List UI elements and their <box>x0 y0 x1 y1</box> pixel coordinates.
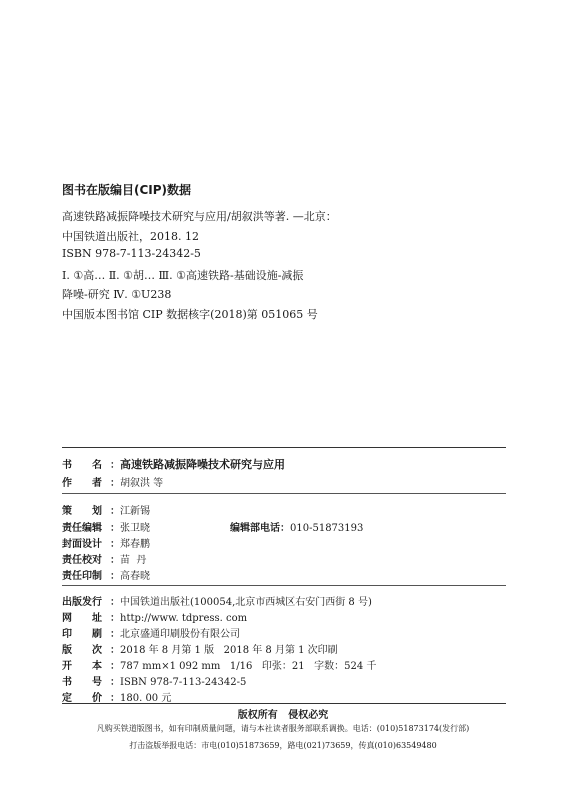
planner-row: 策 划 ：江新锡 <box>62 502 150 517</box>
cip-description-line-1: 高速铁路减振降噪技术研究与应用/胡叙洪等著. —北京： <box>62 210 337 223</box>
cip-isbn: ISBN 978-7-113-24342-5 <box>62 247 201 260</box>
cover-design-row: 封面设计 ：郑春鹏 <box>62 535 150 550</box>
book-title-row: 书 名 ：高速铁路减振降噪技术研究与应用 <box>62 458 285 471</box>
isbn-row: 书 号 ：ISBN 978-7-113-24342-5 <box>62 673 246 688</box>
quality-notice: 凡购买铁道版图书，如有印制质量问题，请与本社读者服务部联系调换。电话：(010)51873174(发行部) <box>96 724 470 733</box>
author-value: 胡叙洪 等 <box>120 478 164 489</box>
proofreader-label: 责任校对 <box>62 555 102 566</box>
anti-piracy-notice: 打击盗版举报电话：市电(010)51873659，路电(021)73659，传真(010)63549480 <box>129 741 437 750</box>
planner-label: 策 划 <box>62 506 102 517</box>
planner-value: 江新锡 <box>120 506 150 517</box>
divider-top <box>62 447 506 448</box>
price-label: 定 价 <box>62 693 102 704</box>
website-row: 网 址 ：http://www. tdpress. com <box>62 609 247 624</box>
cip-title: 图书在版编目(CIP)数据 <box>62 183 192 197</box>
book-title-label: 书 名 <box>62 460 102 471</box>
cip-subject-line-2: 降噪-研究 Ⅳ. ①U238 <box>62 288 172 301</box>
divider-book <box>62 493 506 494</box>
author-label: 作 者 <box>62 478 102 489</box>
editor-value: 张卫晓 <box>120 523 150 534</box>
proofreader-value: 苗 丹 <box>120 555 147 566</box>
edition-label: 版 次 <box>62 645 102 656</box>
editor-label: 责任编辑 <box>62 523 102 534</box>
printer-row: 印 刷 ：北京盛通印刷股份有限公司 <box>62 625 240 640</box>
website-label: 网 址 <box>62 613 102 624</box>
book-title-value: 高速铁路减振降噪技术研究与应用 <box>120 458 285 471</box>
publisher-value: 中国铁道出版社(100054,北京市西城区右安门西街 8 号) <box>120 597 372 608</box>
print-supervisor-value: 高春晓 <box>120 571 150 582</box>
format-label: 开 本 <box>62 661 102 672</box>
price-value: 180. 00 元 <box>120 693 172 704</box>
isbn-value: ISBN 978-7-113-24342-5 <box>120 677 247 688</box>
publisher-label: 出版发行 <box>62 597 102 608</box>
cip-subject-line-1: Ⅰ. ①高… Ⅱ. ①胡… Ⅲ. ①高速铁路-基础设施-减振 <box>62 269 304 282</box>
divider-bottom <box>62 703 506 704</box>
isbn-label: 书 号 <box>62 677 102 688</box>
editor-row: 责任编辑 ：张卫晓 编辑部电话：010-51873193 <box>62 519 363 534</box>
edition-value: 2018 年 8 月第 1 版 2018 年 8 月第 1 次印刷 <box>120 645 338 656</box>
author-row: 作 者 ：胡叙洪 等 <box>62 474 163 489</box>
publisher-row: 出版发行 ：中国铁道出版社(100054,北京市西城区右安门西街 8 号) <box>62 593 372 608</box>
cip-description-line-2: 中国铁道出版社，2018. 12 <box>62 230 199 243</box>
price-row: 定 价 ：180. 00 元 <box>62 689 171 704</box>
printer-label: 印 刷 <box>62 629 102 640</box>
rights-notice: 版权所有 侵权必究 <box>237 710 329 721</box>
printer-value: 北京盛通印刷股份有限公司 <box>120 629 240 640</box>
format-row: 开 本 ：787 mm×1 092 mm 1/16 印张：21 字数：524 千 <box>62 657 376 672</box>
cover-design-label: 封面设计 <box>62 539 102 550</box>
divider-staff <box>62 585 506 586</box>
print-supervisor-label: 责任印制 <box>62 571 102 582</box>
print-supervisor-row: 责任印制 ：高春晓 <box>62 567 150 582</box>
website-value: http://www. tdpress. com <box>120 613 248 624</box>
phone-value: 010-51873193 <box>290 523 364 534</box>
cip-record-number: 中国版本图书馆 CIP 数据核字(2018)第 051065 号 <box>62 308 318 321</box>
proofreader-row: 责任校对 ：苗 丹 <box>62 551 146 566</box>
format-value: 787 mm×1 092 mm 1/16 印张：21 字数：524 千 <box>120 661 377 672</box>
cover-design-value: 郑春鹏 <box>120 539 150 550</box>
edition-row: 版 次 ：2018 年 8 月第 1 版 2018 年 8 月第 1 次印刷 <box>62 641 338 656</box>
phone-label: 编辑部电话 <box>230 523 280 534</box>
